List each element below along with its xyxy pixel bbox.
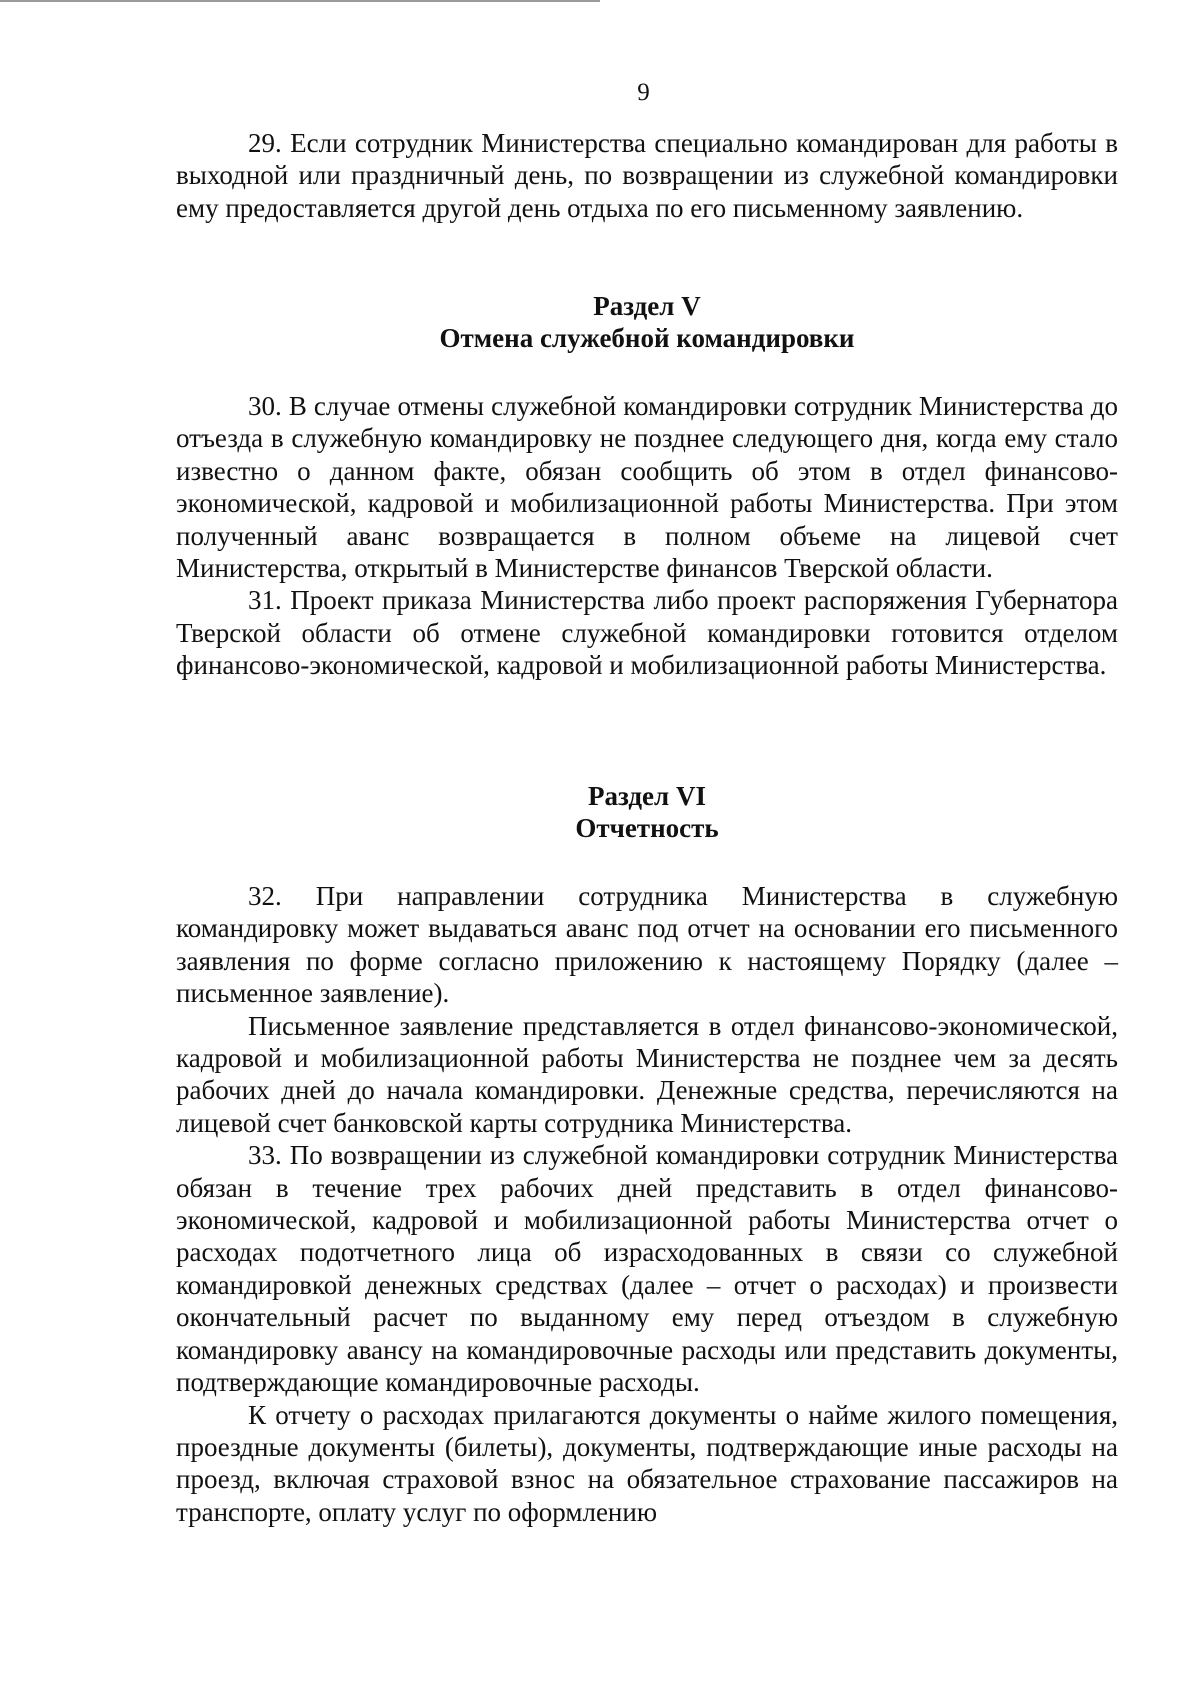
paragraph-32: 32. При направлении сотрудника Министерства в служебную командировку может выдаваться аванс под отчет на основании его письменного заявления по форме согласно приложению к настоящему Порядку (далее – письменное заявление). — [176, 881, 1118, 1009]
section-5-title-heading: Отмена служебной командировки — [439, 323, 855, 354]
section-6-heading-block — [176, 780, 1118, 845]
paragraph-32-continued: Письменное заявление представляется в отдел финансово-экономической, кадровой и мобилизационной работы Министерства не позднее чем за десять рабочих дней до начала командировки. Денежные средства, перечисляются на лицевой счет банковской карты сотрудника Министерства. — [176, 1010, 1118, 1138]
section-5-number-heading: Раздел V — [593, 291, 701, 321]
paragraph-31: 31. Проект приказа Министерства либо проект распоряжения Губернатора Тверской области об отмене служебной командировки готовится отделом финансово-экономической, кадровой и мобилизационной работы Министерства. — [176, 585, 1118, 681]
paragraph-29: 29. Если сотрудник Министерства специально командирован для работы в выходной или праздничный день, по возвращении из служебной командировки ему предоставляется другой день отдыха по его письменному заявлению. — [176, 128, 1118, 223]
scan-edge-line — [0, 0, 600, 2]
paragraph-29-block — [176, 127, 1118, 224]
section-5-heading-block — [176, 290, 1118, 355]
section-6-title-heading: Отчетность — [575, 813, 719, 844]
section-6-body — [176, 880, 1118, 1528]
section-5-body — [176, 390, 1118, 682]
paragraph-30: 30. В случае отмены служебной командировки сотрудник Министерства до отъезда в служебную командировку не позднее следующего дня, когда ему стало известно о данном факте, обязан сообщить об этом в отдел финансово-экономической, кадровой и мобилизационной работы Министерства. При этом полученный аванс возвращается в полном объеме на лицевой счет Министерства, открытый в Министерстве финансов Тверской области. — [176, 391, 1118, 584]
paragraph-33-attachments: К отчету о расходах прилагаются документы о найме жилого помещения, проездные документы (билеты), документы, подтверждающие иные расходы на проезд, включая страховой взнос на обязательное страхование пассажиров на транспорте, оплату услуг по оформлению — [176, 1399, 1118, 1527]
section-6-number-heading: Раздел VI — [588, 781, 706, 811]
page-number: 9 — [637, 79, 650, 106]
paragraph-33: 33. По возвращении из служебной командировки сотрудник Министерства обязан в течение трех рабочих дней представить в отдел финансово-экономической, кадровой и мобилизационной работы Министерства отчет о расходах подотчетного лица об израсходованных в связи со служебной командировкой денежных средствах (далее – отчет о расходах) и произвести окончательный расчет по выданному ему перед отъездом в служебную командировку авансу на командировочные расходы или представить документы, подтверждающие командировочные расходы. — [176, 1140, 1118, 1398]
